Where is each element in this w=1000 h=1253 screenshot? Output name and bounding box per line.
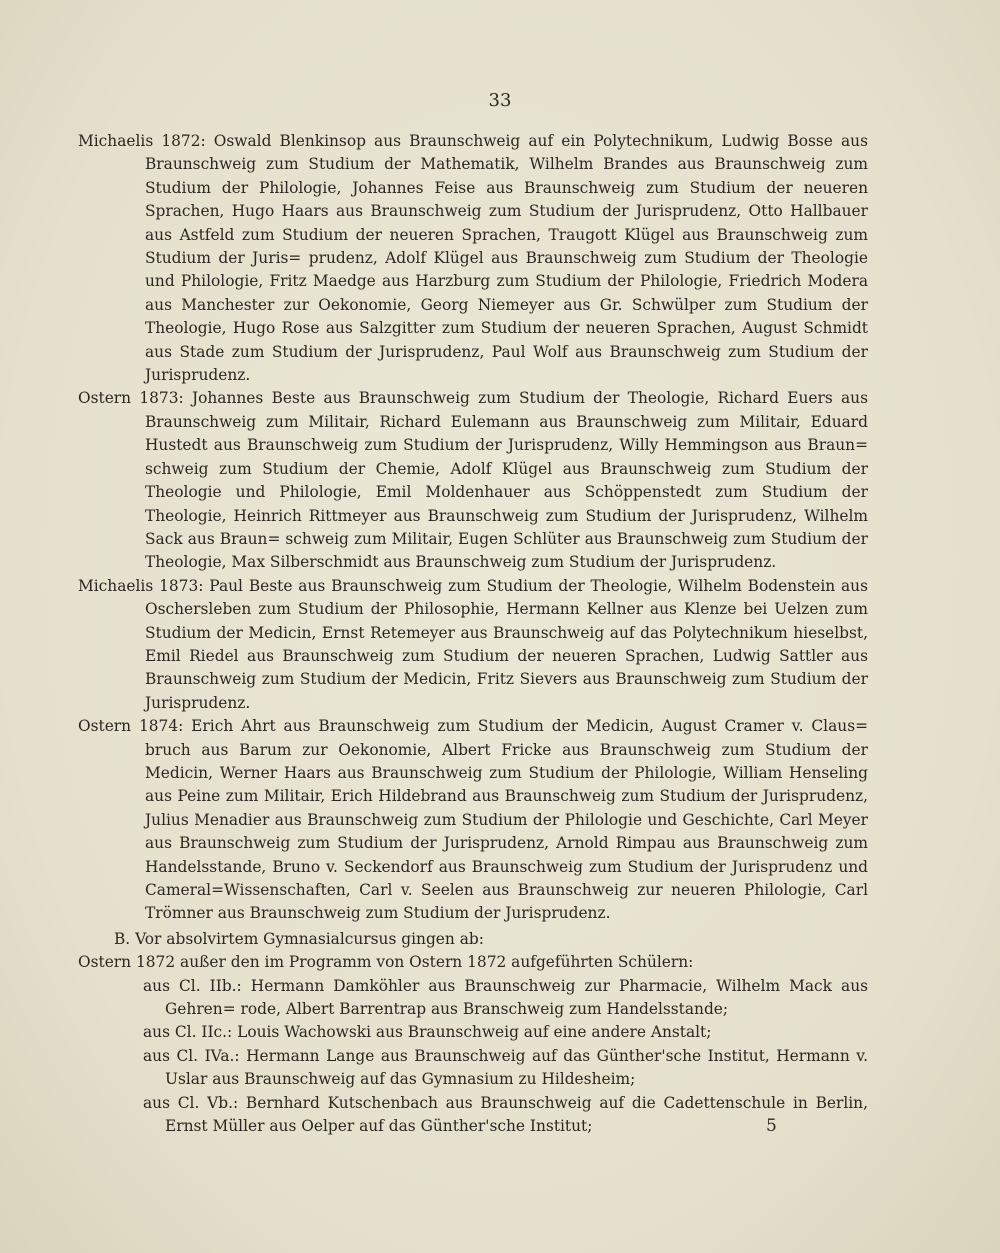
- sub-entry-cl-iic: aus Cl. IIc.: Louis Wachowski aus Braunschweig auf eine andere Anstalt;: [143, 1023, 712, 1042]
- entry-michaelis-1873: Michaelis 1873: Paul Beste aus Braunschweig zum Studium der Theologie, Wilhelm Bodenstein aus Oschersleben zum Studium der Philosophie, Hermann Kellner aus Klenze bei Uelzen zum Studium der Medicin, Ernst Retemeyer aus Braunschweig auf das Polytechnikum hieselbst, Emil Riedel aus Braunschweig zum Studium der neueren Sprachen, Ludwig Sattler aus Braunschweig zum Studium der Medicin, Fritz Sievers aus Braunschweig zum Studium der Jurisprudenz.: [78, 576, 868, 712]
- signature-mark: 5: [766, 1116, 777, 1136]
- ostern-1872-heading: Ostern 1872 außer den im Programm von Ostern 1872 aufgeführten Schülern:: [78, 953, 694, 972]
- section-b-heading: B. Vor absolvirtem Gymnasialcursus gingen ab:: [114, 929, 484, 948]
- entry-michaelis-1872: Michaelis 1872: Oswald Blenkinsop aus Braunschweig auf ein Polytechnikum, Ludwig Bosse aus Braunschweig zum Studium der Mathematik, Wilhelm Brandes aus Braunschweig zum Studium der Philologie, Johannes Feise aus Braunschweig zum Studium der neueren Sprachen, Hugo Haars aus Braunschweig zum Studium der Jurisprudenz, Otto Hallbauer aus Astfeld zum Studium der neueren Sprachen, Traugott Klügel aus Braunschweig zum Studium der Juris= prudenz, Adolf Klügel aus Braunschweig zum Studium der Theologie und Philologie, Fritz Maedge aus Harzburg zum Studium der Philologie, Friedrich Modera aus Manchester zur Oekonomie, Georg Niemeyer aus Gr. Schwülper zum Studium der Theologie, Hugo Rose aus Salzgitter zum Studium der neueren Sprachen, August Schmidt aus Stade zum Studium der Jurisprudenz, Paul Wolf aus Braunschweig zum Studium der Jurisprudenz.: [78, 132, 868, 385]
- sub-entry-cl-vb: aus Cl. Vb.: Bernhard Kutschenbach aus Braunschweig auf die Cadettenschule in Berlin, Ernst Müller aus Oelper auf das Günther'sche Institut;: [143, 1093, 868, 1136]
- entry-ostern-1873: Ostern 1873: Johannes Beste aus Braunschweig zum Studium der Theologie, Richard Euers aus Braunschweig zum Militair, Richard Eulemann aus Braunschweig zum Militair, Eduard Hustedt aus Braunschweig zum Studium der Jurisprudenz, Willy Hemmingson aus Braun= schweig zum Studium der Chemie, Adolf Klügel aus Braunschweig zum Studium der Theologie und Philologie, Emil Moldenhauer aus Schöppenstedt zum Studium der Theologie, Heinrich Rittmeyer aus Braunschweig zum Studium der Jurisprudenz, Wilhelm Sack aus Braun= schweig zum Militair, Eugen Schlüter aus Braunschweig zum Studium der Theologie, Max Silberschmidt aus Braunschweig zum Studium der Jurisprudenz.: [78, 389, 868, 572]
- sub-entry-cl-iib: aus Cl. IIb.: Hermann Damköhler aus Braunschweig zur Pharmacie, Wilhelm Mack aus Gehren= rode, Albert Barrentrap aus Branschweig zum Handelsstande;: [143, 976, 868, 1019]
- page-number: 33: [488, 90, 512, 111]
- text-body: [78, 130, 868, 1138]
- sub-entry-cl-iva: aus Cl. IVa.: Hermann Lange aus Braunschweig auf das Günther'sche Institut, Hermann v. Uslar aus Braunschweig auf das Gymnasium zu Hildesheim;: [143, 1046, 868, 1089]
- entry-ostern-1874: Ostern 1874: Erich Ahrt aus Braunschweig zum Studium der Medicin, August Cramer v. Claus= bruch aus Barum zur Oekonomie, Albert Fricke aus Braunschweig zum Studium der Medicin, Werner Haars aus Braunschweig zum Studium der Philologie, William Henseling aus Peine zum Militair, Erich Hildebrand aus Braunschweig zum Studium der Jurisprudenz, Julius Menadier aus Braunschweig zum Studium der Philologie und Geschichte, Carl Meyer aus Braunschweig zum Studium der Jurisprudenz, Arnold Rimpau aus Braunschweig zum Handelsstande, Bruno v. Seckendorf aus Braunschweig zum Studium der Jurisprudenz und Cameral=Wissenschaften, Carl v. Seelen aus Braunschweig zur neueren Philologie, Carl Trömner aus Braunschweig zum Studium der Jurisprudenz.: [78, 717, 868, 923]
